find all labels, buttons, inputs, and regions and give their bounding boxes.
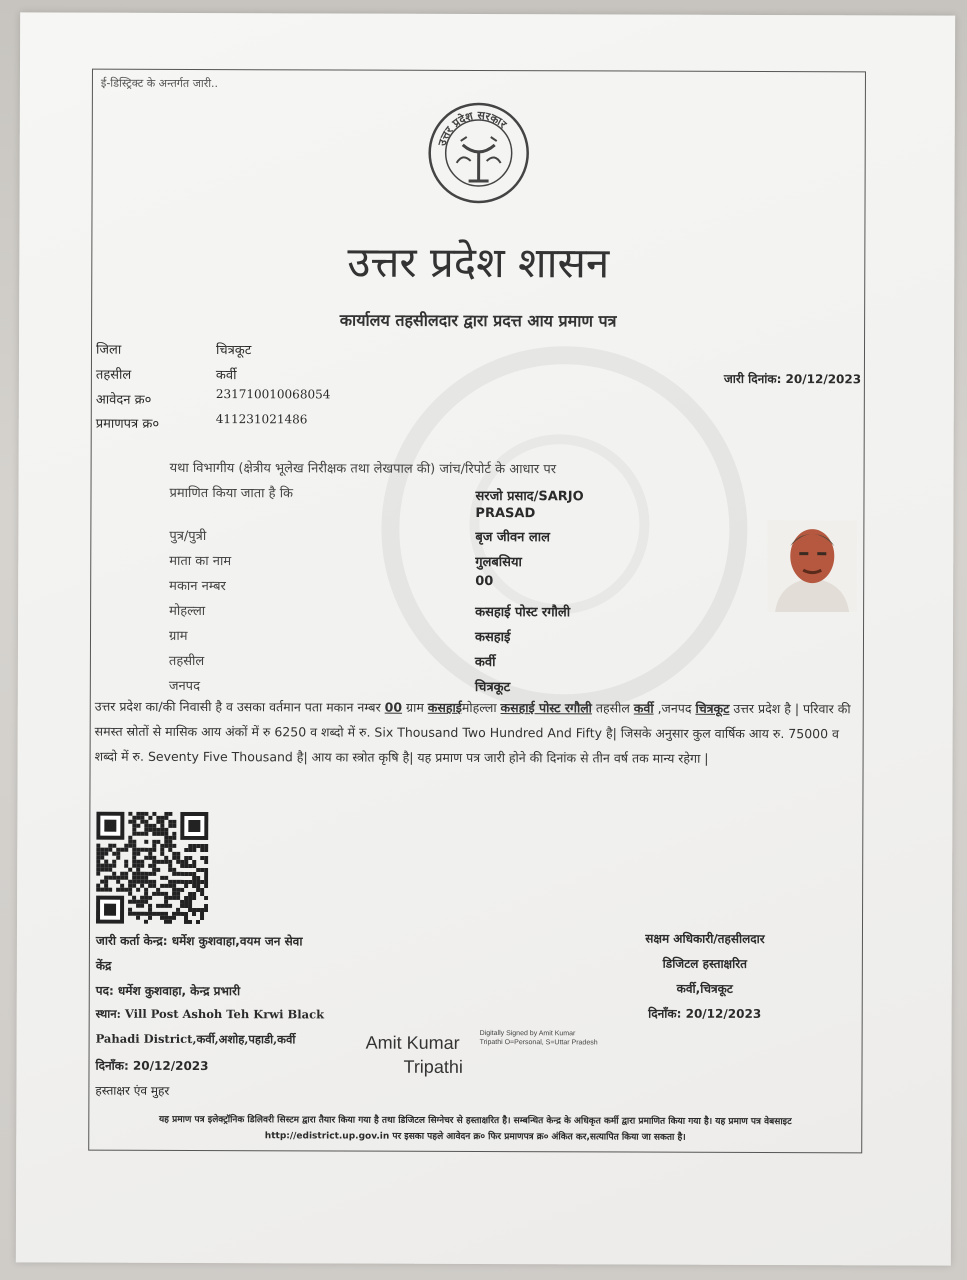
detail-value-tehsil: कर्वी (474, 654, 496, 671)
authority-digital: डिजिटल हस्ताक्षरित (662, 956, 748, 971)
field-label-tehsil: तहसील (95, 367, 132, 383)
detail-value-mohalla: कसहाई पोस्ट रगौली (475, 604, 571, 621)
applicant-name-line-2: PRASAD (475, 505, 536, 522)
detail-label-mother: माता का नाम (169, 553, 232, 570)
certificate-frame (88, 69, 866, 1154)
up-govt-emblem (427, 101, 531, 205)
signature-name-line-2: Tripathi (403, 1056, 463, 1077)
field-value-tehsil: कर्वी (215, 368, 237, 384)
field-label-district: जिला (95, 342, 122, 358)
watermark-emblem (381, 346, 748, 713)
authority-place: कर्वी,चित्रकूट (676, 981, 733, 996)
detail-value-janpad: चित्रकूट (474, 679, 511, 696)
issuer-post: पद: धर्मेश कुशवाहा, केन्द्र प्रभारी (95, 983, 241, 999)
signature-name-line-1: Amit Kumar (365, 1032, 460, 1053)
intro-line-2: प्रमाणित किया जाता है कि (169, 485, 294, 502)
issuer-date: दिनाँक: 20/12/2023 (95, 1058, 209, 1074)
detail-label-house: मकान नम्बर (169, 578, 226, 595)
detail-value-village: कसहाई (474, 629, 511, 646)
issuer-place-cont: Pahadi District,कर्वी,अशोह,पहाडी,कर्वी (95, 1031, 296, 1047)
authority-date: दिनाँक: 20/12/2023 (648, 1006, 762, 1021)
detail-label-janpad: जनपद (168, 678, 201, 695)
certificate-statement: उत्तर प्रदेश का/की निवासी है व उसका वर्तमान पता मकान नम्बर 00 ग्राम कसहाईमोहल्ला कसहाई पोस्ट रगौली तहसील कर्वी ,जनपद चित्रकूट उत्तर प्रदेश है | परिवार की समस्त स्रोतों से मासिक आय अंकों में रु 6250 व शब्दो में रु. Six Thousand Two Hundred And Fifty है| जिसके अनुसार कुल वार्षिक आय रु. 75000 व शब्दो में रु. Seventy Five Thousand है| आय का स्त्रोत कृषि है| यह प्रमाण पत्र जारी होने की दिनांक से तीन वर्ष तक मान्य रहेगा | (94, 698, 851, 766)
field-label-application-no: आवेदन क्र० (95, 392, 152, 408)
intro-line-1: यथा विभागीय (क्षेत्रीय भूलेख निरीक्षक तथा लेखपाल की) जांच/रिपोर्ट के आधार पर (169, 460, 557, 478)
detail-value-house: 00 (475, 573, 494, 590)
document-title: उत्तर प्रदेश शासन (347, 237, 610, 288)
edistrict-note: ई-डिस्ट्रिक्ट के अन्तर्गत जारी.. (100, 76, 219, 91)
field-value-certificate-no: 411231021486 (215, 412, 308, 427)
applicant-photo (767, 520, 857, 612)
qr-code (96, 812, 208, 924)
issuer-center: जारी कर्ता केन्द्र: धर्मेश कुशवाहा,वयम जन सेवा (95, 933, 303, 949)
issuer-center-cont: केंद्र (95, 958, 112, 973)
detail-value-parent: बृज जीवन लाल (475, 529, 550, 546)
svg-text:उत्तर प्रदेश सरकार: उत्तर प्रदेश सरकार (435, 108, 510, 148)
detail-label-mohalla: मोहल्ला (169, 603, 206, 620)
digital-signature-text: Digitally Signed by Amit Kumar Tripathi O=Personal, S=Uttar Pradesh (479, 1029, 598, 1047)
authority-title: सक्षम अधिकारी/तहसीलदार (645, 931, 765, 946)
detail-value-mother: गुलबसिया (475, 554, 522, 571)
document-subtitle: कार्यालय तहसीलदार द्वारा प्रदत्त आय प्रमाण पत्र (339, 310, 617, 331)
field-value-district: चित्रकूट (215, 343, 252, 359)
applicant-name-line-1: सरजो प्रसाद/SARJO (475, 488, 584, 505)
issue-date: जारी दिनांक: 20/12/2023 (723, 371, 862, 387)
detail-label-parent: पुत्र/पुत्री (169, 528, 207, 545)
certificate-paper (16, 12, 955, 1265)
issuer-place: स्थान: Vill Post Ashoh Teh Krwi Black (95, 1006, 325, 1022)
footer-note: यह प्रमाण पत्र इलेक्ट्रॉनिक डिलिवरी सिस्टम द्वारा तैयार किया गया है तथा डिजिटल सिग्नेचर से हस्ताक्षरित है। सम्बन्धित केन्द्र के अधिकृत कर्मी द्वारा प्रमाणित किया गया है। यह प्रमाण पत्र वेबसाइट http://edistrict.up.gov.in पर इसका पहले आवेदन क्र० फिर प्रमाणपत्र क्र० अंकित कर,सत्यापित किया जा सकता है। (158, 1114, 792, 1143)
detail-label-village: ग्राम (168, 628, 188, 644)
field-label-certificate-no: प्रमाणपत्र क्र० (95, 416, 160, 432)
issuer-signature-label: हस्ताक्षर एंव मुहर (95, 1083, 170, 1098)
field-value-application-no: 231710010068054 (215, 387, 331, 402)
detail-label-tehsil: तहसील (168, 653, 205, 670)
